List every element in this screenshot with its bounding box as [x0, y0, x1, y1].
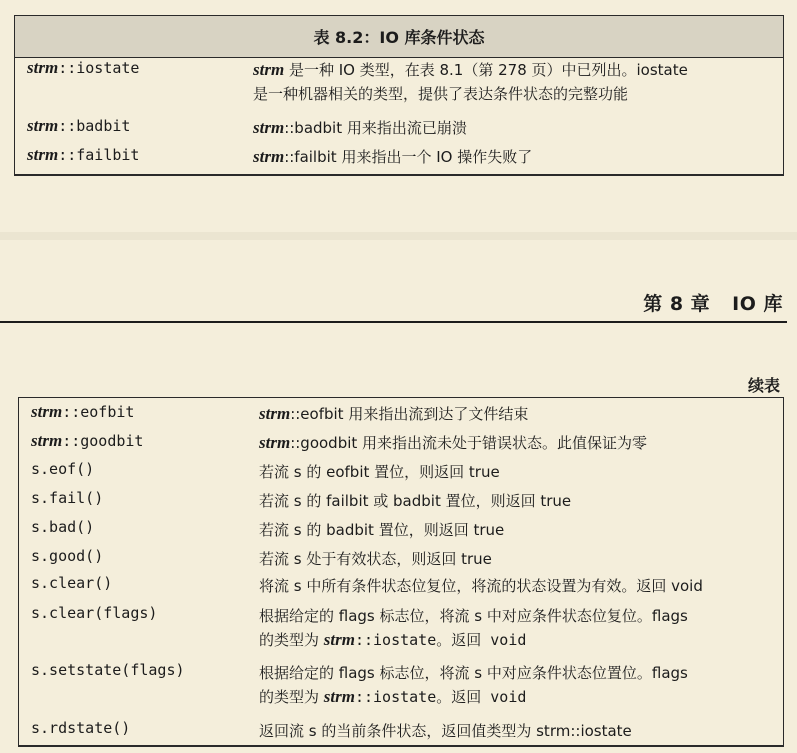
header-rule: [0, 321, 787, 323]
table-caption: 表 8.2：IO 库条件状态: [15, 16, 783, 58]
page-break-band: [0, 232, 797, 240]
iostate-table-continued: strm::eofbit strm::eofbit 用来指出流到达了文件结束 strm::goodbit strm::goodbit 用来指出流未处于错误状态。此值保证为零 s.eof() 若流 s 的 eofbit 置位，则返回 true s.fail() 若流 s 的 failbit 或 badbit 置位，则返回 true s.bad() 若流 s 的 badbit 置位，则返回 true s.good() 若流 s 处于有效状态，则返回 true s.clear() 将流 s 中所有条件状态位复位，将流的状态设置为有效。返回 void s.clear(flags) 根据给定的 flags 标志位，将流 s 中对应条件状态位复位。flags 的类型为 strm::iostate。返回 void s.setstate(flags) 根据给定的 flags 标志位，将流 s 中对应条件状态位置位。flags 的类型为 strm::iostate。返回 void s.rdstate() 返回流 s 的当前条件状态，返回值类型为 strm::iostate: [18, 397, 784, 747]
chapter-header: 第 8 章 IO 库: [643, 293, 783, 315]
iostate-table: 表 8.2：IO 库条件状态 strm::iostate strm 是一种 IO 类型，在表 8.1（第 278 页）中已列出。iostate 是一种机器相关的类型，提供了表达条件状态的完整功能 strm::badbit strm::badbit 用来指出流已崩溃 strm::failbit strm::failbit 用来指出一个 IO 操作失败了: [14, 15, 784, 176]
continued-label: 续表: [747, 376, 780, 395]
